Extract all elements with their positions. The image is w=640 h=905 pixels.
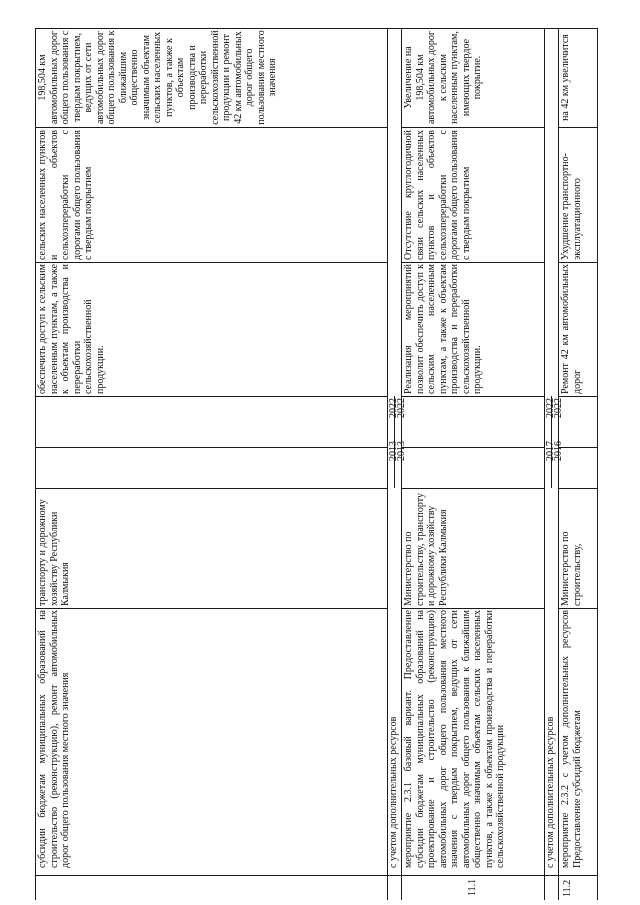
- row-divider: [558, 28, 559, 900]
- cont-consequence: сельских населенных пунктов и объектов сельхозпереработки с дорогами общего пользования с твердым покрытием: [37, 130, 94, 260]
- col-line: [35, 447, 387, 448]
- end-year: 2022: [396, 398, 407, 418]
- cont-executor: транспорту и дорожному хозяйству Республики Калмыкия: [37, 499, 71, 606]
- row-number: 11.2: [562, 879, 573, 897]
- end-year: 2022: [388, 398, 399, 418]
- row-divider: [401, 28, 402, 900]
- cont-expected-result: обеспечить доступ к сельским населенным пунктам, а также к объектам производства и переработки сельскохозяйственной продукции.: [37, 264, 106, 394]
- col-line: [35, 262, 387, 263]
- consequence: Отсутствие круглогодичной связи сельских населенных пунктов и объектов сельхозпереработки с дорогами общего пользования с твердым покрытием: [403, 130, 472, 260]
- cont-indicator: 198,504 км автомобильных дорог общего пользования с твердым покрытием, ведущих от сети автомобильных дорог общего пользования к ближайшим общественно значимым объектам сельских населенных пунктов, а также к объектам производства и переработки сельскохозяйственной продукции и ремонт 42 км автомобильных дорог общего пользования местного значения: [37, 30, 278, 125]
- section-header: с учетом дополнительных ресурсов: [388, 716, 399, 868]
- start-year: 2013: [396, 441, 407, 461]
- col-line: [558, 396, 597, 397]
- expected-result: Реализация мероприятий позволит обеспечить доступ к сельским населенным пунктам, а также к объектам производства и переработки сельскохозяйственной продукции.: [403, 264, 483, 394]
- indicator-link: на 42 км увеличится: [560, 34, 571, 121]
- end-year: 2022: [545, 398, 556, 418]
- measure-name: мероприятие 2.3.1 базовый вариант. Предоставление субсидии бюджетам муниципальных образований на проектирование и строительство (реконструкцию) автомобильных дорог общего пользования местного значения с твердым покрытием, ведущих от сети автомобильных дорог общего пользования к ближайшим общественно значимым объектам сельских населенных пунктов, а также к объектам производства и переработки сельскохозяйственной продукции: [403, 610, 506, 868]
- border-right: [597, 28, 598, 900]
- start-year: 2016: [553, 441, 564, 461]
- section-header: с учетом дополнительных ресурсов: [545, 716, 556, 868]
- col-line: [558, 262, 597, 263]
- col-line: [35, 488, 387, 489]
- cont-description: субсидии бюджетам муниципальных образований на строительство (реконструкцию), ремонт автомобильных дорог общего пользования местного значения: [37, 610, 71, 868]
- consequence: Ухудшение транспортно-эксплуатационного: [560, 153, 583, 260]
- col-line: [401, 447, 544, 448]
- col-line: [401, 608, 544, 609]
- col-line: [558, 608, 597, 609]
- indicator-link: Увеличение на 198,504 км автомобильных дорог к сельским населенным пунктам, имеющих твердое покрытие.: [403, 30, 483, 125]
- col-line: [558, 127, 597, 128]
- measure-name: мероприятие 2.3.2 с учетом дополнительных ресурсов Предоставление субсидий бюджетам: [560, 610, 583, 868]
- col-line: [35, 396, 387, 397]
- col-line: [401, 396, 544, 397]
- col-line: [401, 262, 544, 263]
- expected-result: Ремонт 42 км автомобильных дорог: [560, 264, 583, 394]
- start-year: 2013: [388, 441, 399, 461]
- measure-executor: Министерство по строительству, транспорту и дорожному хозяйству Республики Калмыкия: [403, 492, 449, 606]
- col-line: [401, 127, 544, 128]
- measure-executor: Министерство по строительству,: [560, 531, 583, 606]
- col-line: [35, 608, 387, 609]
- col-line: [35, 127, 387, 128]
- end-year: 2022: [553, 398, 564, 418]
- border-top: [35, 28, 598, 29]
- row-number: 11.1: [467, 878, 478, 896]
- start-year: 2017: [545, 441, 556, 461]
- border-left: [35, 28, 36, 900]
